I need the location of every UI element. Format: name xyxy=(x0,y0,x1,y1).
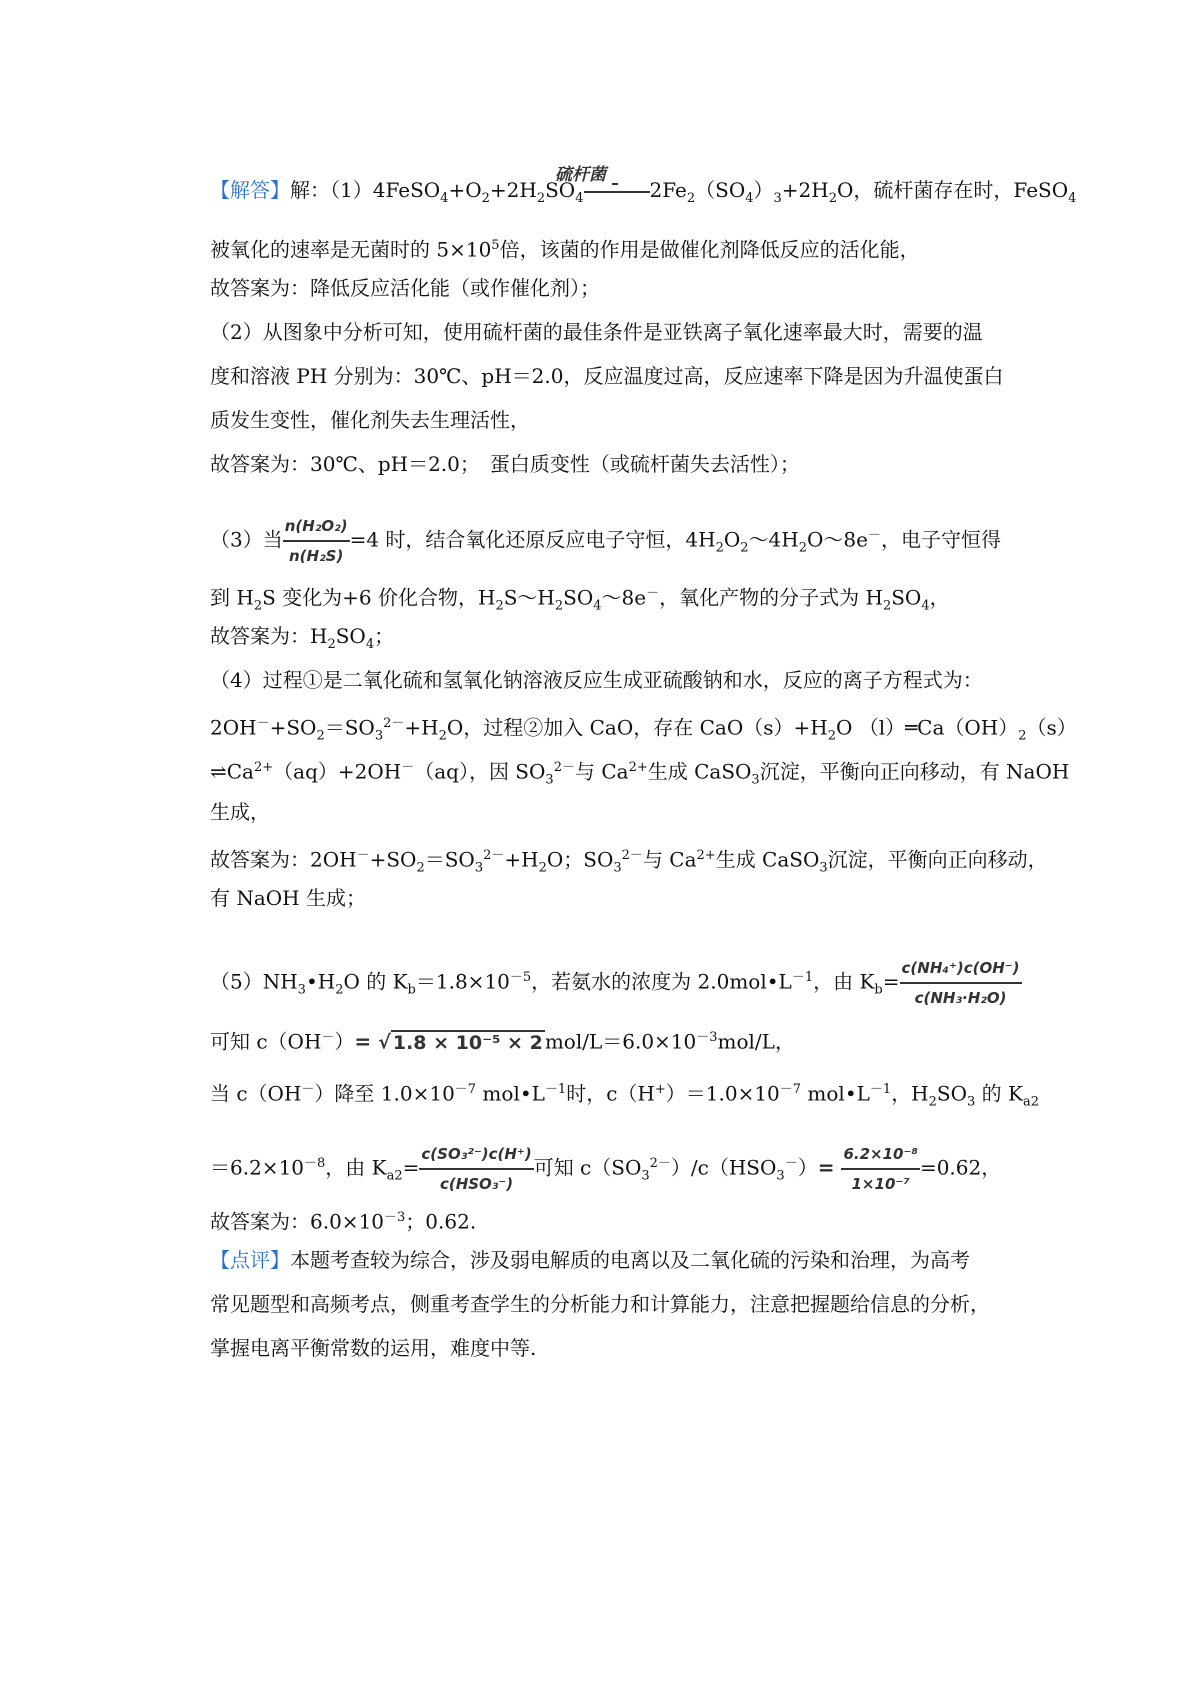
answer-line-20: $=6.2\times 10^{-8}$，由 $K_{a2}=$ $\frac{\text{c(SO₃²⁻)c(H⁺)}}{\text{c(HSO₃⁻)}}$ 可知 $c(SO_3^{2-})/c(HSO_3^-)=$ $\frac{\text{6.2×10⁻⁸}}{\text{1×10⁻⁷}}$ =0.62， xyxy=(210,1140,1001,1198)
answer-line-12: $2OH^-+SO_2=SO_3^{2-}+H_2O$，过程②加入 CaO，存在 $CaO(s)+H_2O$ $(l)═Ca(OH)_2(s)$ xyxy=(210,715,1077,744)
answer-line-10: 故答案为：$H_2SO_4$； xyxy=(210,624,395,652)
answer-line-2: 被氧化的速率是无菌时的 $5\times 10^5$倍，该菌的作用是做催化剂降低反应的活化能， xyxy=(210,237,920,262)
ka2-fraction: $\frac{\text{c(SO₃²⁻)c(H⁺)}}{\text{c(HSO₃⁻)}}$ xyxy=(419,1140,533,1198)
answer-line-14: 生成， xyxy=(210,800,270,824)
catalyst-label: 硫杆菌 xyxy=(555,165,606,185)
answer-line-3: 故答案为：降低反应活化能（或作催化剂）； xyxy=(210,276,600,300)
answer-line-1: 【解答】解：$(1)4FeSO_4+O_2+2H_2SO_4$ $2Fe_2(SO_4)_3+2H_2O$，硫杆菌存在时，FeSO$_4$ xyxy=(210,178,1077,206)
answer-line-11: （4）过程①是二氧化硫和氢氧化钠溶液反应生成亚硫酸钠和水，反应的离子方程式为： xyxy=(210,668,983,692)
kb-fraction: $\frac{\text{c(NH₄⁺)c(OH⁻)}}{\text{c(NH₃·H₂O)}}$ xyxy=(900,954,1022,1012)
ratio-fraction: $\frac{\text{n(H₂O₂)}}{\text{n(H₂S)}}$ xyxy=(283,512,350,570)
sqrt-expression: √ 1.8 × 10⁻⁵ × 2 xyxy=(378,1031,543,1054)
review-line-2: 常见题型和高频考点，侧重考查学生的分析能力和计算能力，注意把握题给信息的分析， xyxy=(210,1292,990,1316)
answer-line-18: 可知 c（OH－）= √ 1.8 × 10⁻⁵ × 2 mol/$L=6.0\times 10^{-3}mol/L$， xyxy=(210,1029,795,1054)
answer-line-5: 度和溶液 PH 分别为：30℃、pH＝2.0，反应温度过高，反应速率下降是因为升温使蛋白 xyxy=(210,364,1004,388)
answer-line-19: 当 c（OH－）降至 $1.0\times 10^{-7}$ $mol•L^{-1}$时，$c(H^+)=1.0\times 10^{-7}$ $mol•L^{-1}$，$H_2SO_3$ 的 $K_{a2}$ xyxy=(210,1081,1039,1110)
answer-line-16: 有 NaOH 生成； xyxy=(210,886,366,910)
ratio-value-fraction: $\frac{\text{6.2×10⁻⁸}}{\text{1×10⁻⁷}}$ xyxy=(841,1140,920,1198)
answer-line-15: 故答案为：$2OH^-+SO_2=SO_3^{2-}+H_2O$；$SO_3^{2-}$与 $Ca^{2+}$生成 CaSO$_3$沉淀，平衡向正向移动， xyxy=(210,847,1048,876)
answer-line-21: 故答案为：$6.0\times 10^{-3}$；0.62. xyxy=(210,1209,477,1234)
answer-line-8: （3）当 $\frac{\text{n(H₂O₂)}}{\text{n(H₂S)}}$ =4 时，结合氧化还原反应电子守恒，$4H_2O_2\sim 4H_2O\sim 8e^-$，电子守恒得 xyxy=(210,512,1001,570)
answer-tag: 【解答】 xyxy=(210,178,290,202)
answer-line-7: 故答案为：30℃、pH＝2.0； 蛋白质变性（或硫杆菌失去活性）； xyxy=(210,452,800,476)
review-line-3: 掌握电离平衡常数的运用，难度中等. xyxy=(210,1336,537,1360)
answer-line-13: $\rightleftharpoons Ca^{2+}(aq)+2OH^-(aq)$，因 $SO_3^{2-}$与 $Ca^{2+}$生成 CaSO$_3$沉淀，平衡向正向移动，有 NaOH xyxy=(210,759,1070,788)
answer-line-4: （2）从图象中分析可知，使用硫杆菌的最佳条件是亚铁离子氧化速率最大时，需要的温 xyxy=(210,320,983,344)
answer-line-17: $(5)NH_3•H_2O$ 的 $K_b=1.8\times 10^{-5}$，若氨水的浓度为 $2.0mol•L^{-1}$，由 $K_b=$ $\frac{\text{c(NH₄⁺)c(OH⁻)}}{\text{c(NH₃·H₂O)}}$ xyxy=(210,954,1022,1012)
answer-line-6: 质发生变性，催化剂失去生理活性， xyxy=(210,408,530,432)
answer-line-9: 到 $H_2S$ 变化为+6 价化合物，$H_2S\sim H_2SO_4\sim 8e^-$，氧化产物的分子式为 $H_2SO_4$， xyxy=(210,585,950,614)
reaction-arrow xyxy=(584,191,650,193)
review-line-1: 【点评】本题考查较为综合，涉及弱电解质的电离以及二氧化硫的污染和治理，为高考 xyxy=(210,1248,970,1272)
review-tag: 【点评】 xyxy=(210,1248,290,1272)
